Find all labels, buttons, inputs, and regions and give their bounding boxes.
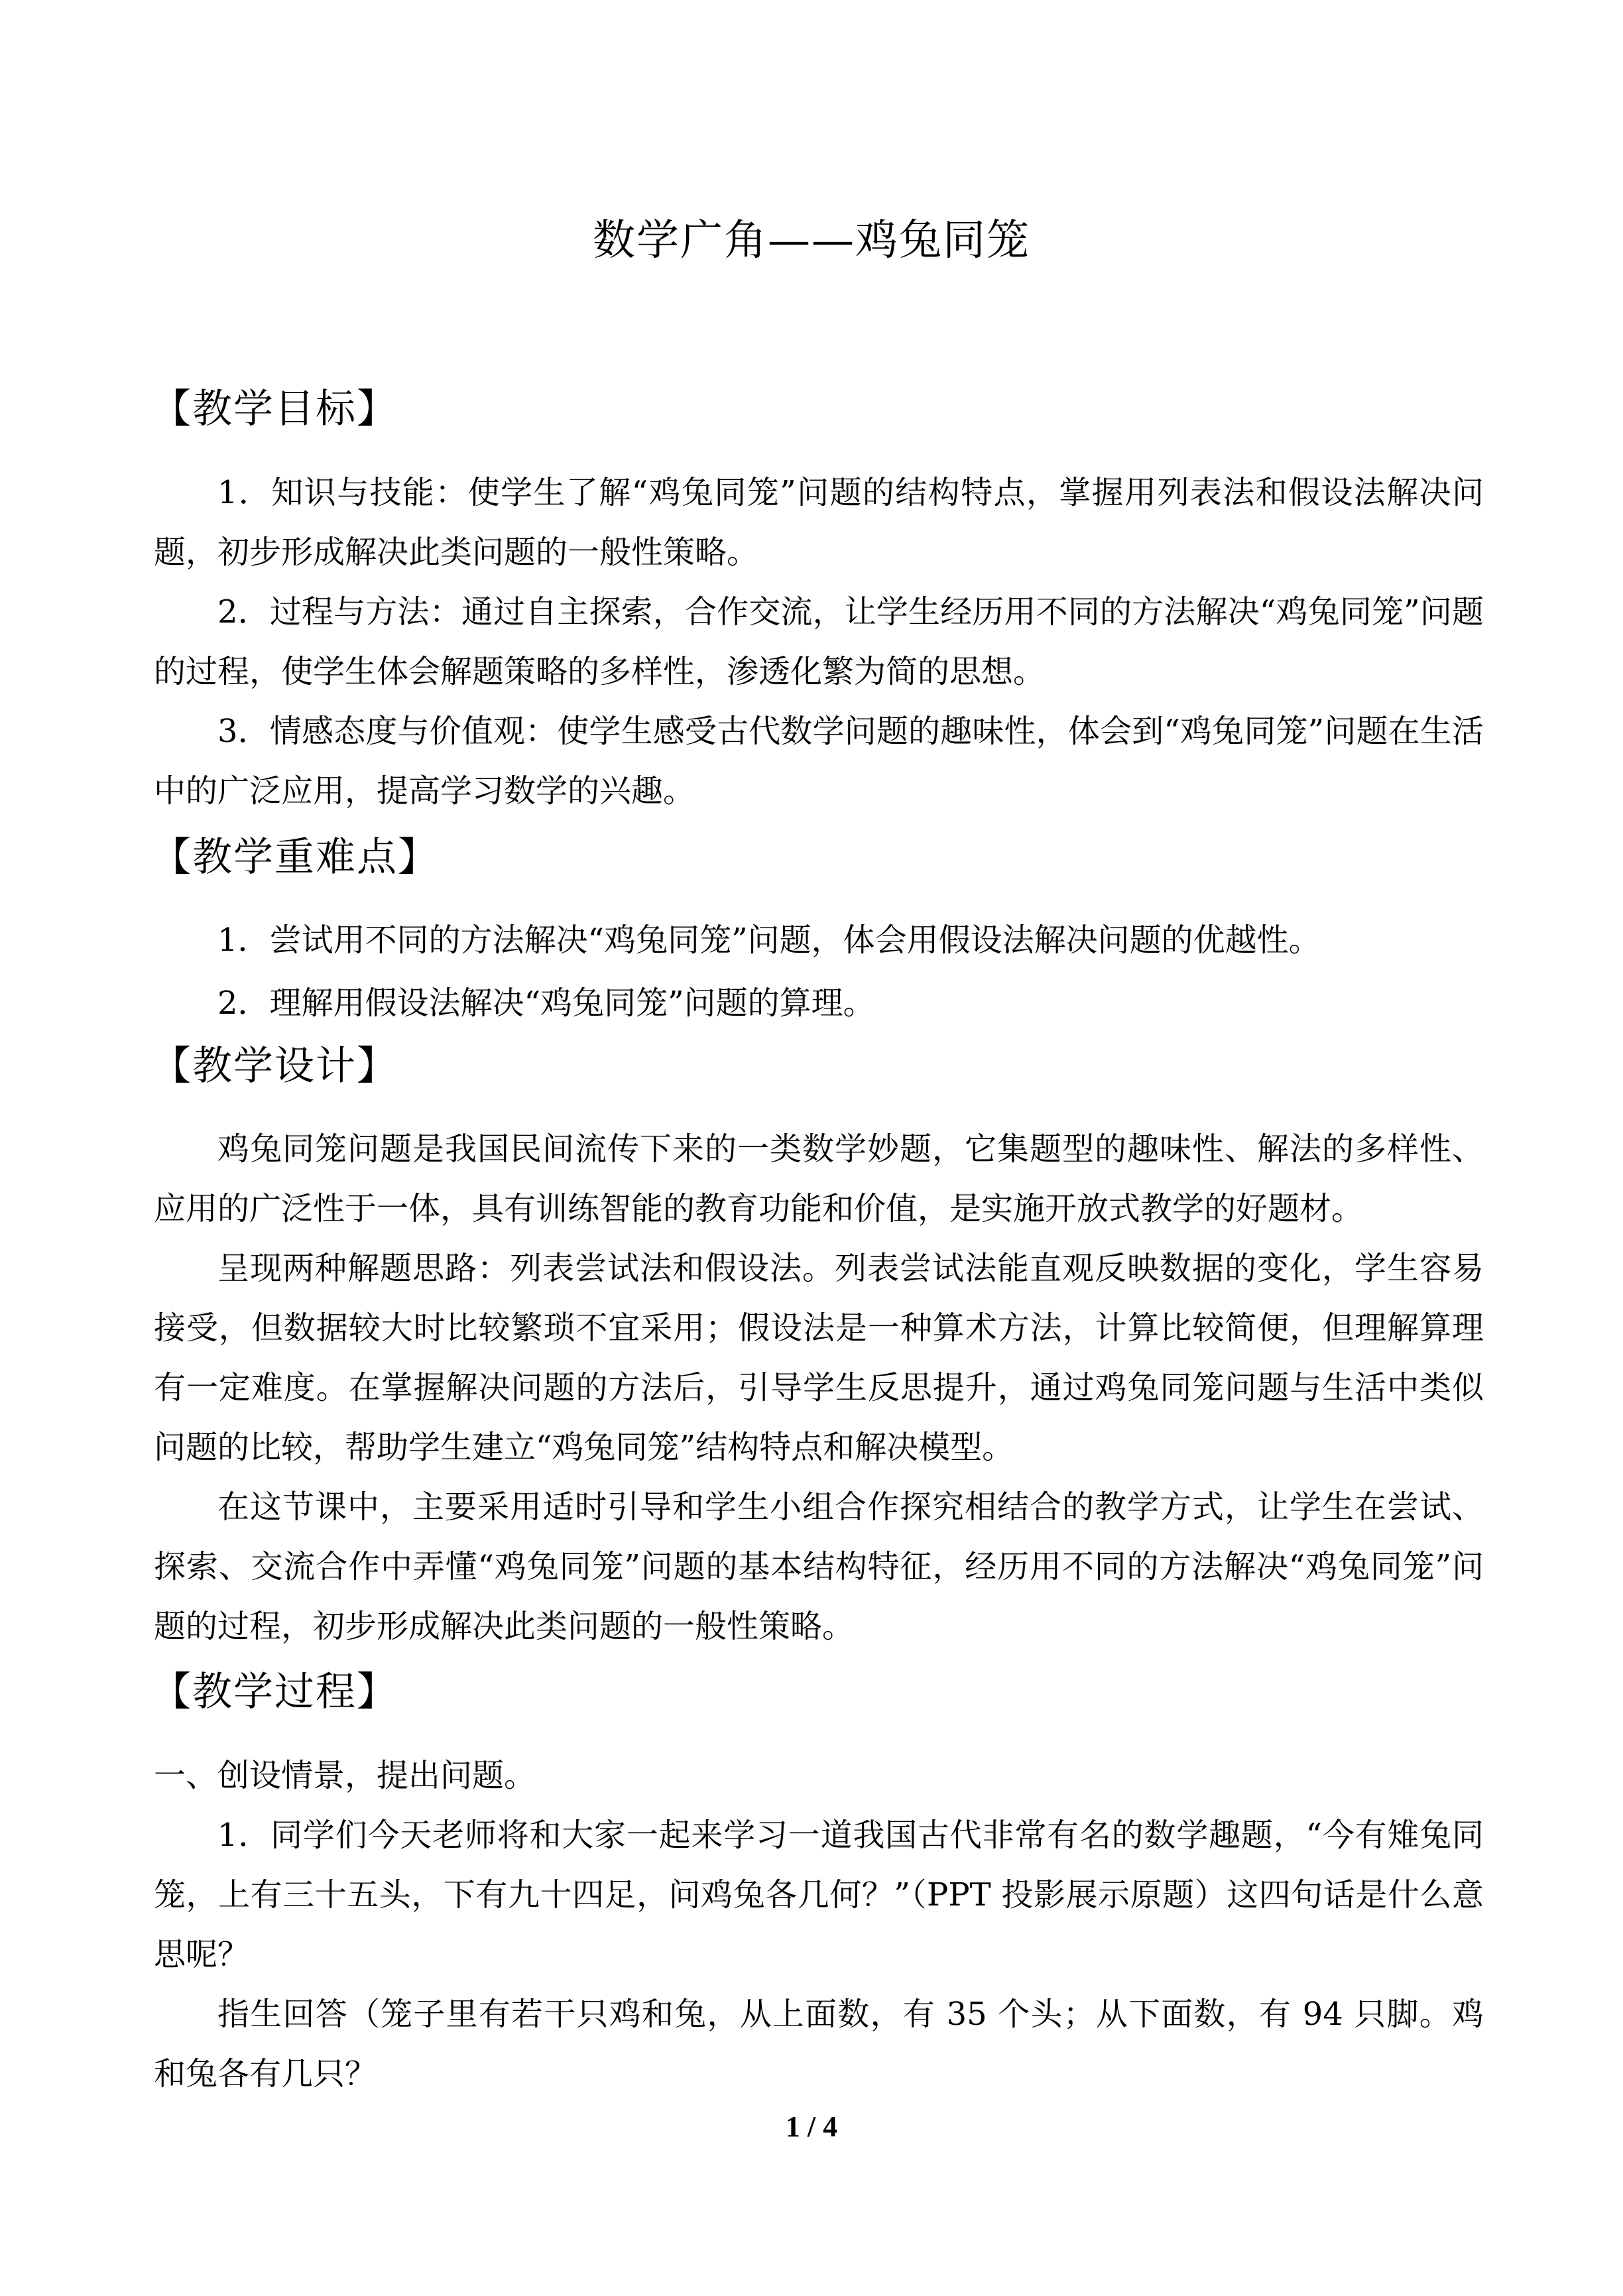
objective-item-3: 3．情感态度与价值观：使学生感受古代数学问题的趣味性，体会到“鸡兔同笼”问题在生活中的广泛应用，提高学习数学的兴趣。 [154, 713, 1484, 810]
heading-key-points: 【教学重难点】 [151, 834, 439, 880]
objective-item-1: 1．知识与技能：使学生了解“鸡兔同笼”问题的结构特点，掌握用列表法和假设法解决问题，初步形成解决此类问题的一般性策略。 [154, 474, 1484, 571]
process-paragraph-2: 指生回答（笼子里有若干只鸡和兔，从上面数，有 35 个头；从下面数，有 94 只脚。鸡和兔各有几只？ [154, 1996, 1484, 2092]
heading-design: 【教学设计】 [151, 1043, 398, 1089]
process-paragraph-1: 1．同学们今天老师将和大家一起来学习一道我国古代非常有名的数学趣题，“今有雉兔同笼，上有三十五头，下有九十四足，问鸡兔各几何？”（PPT 投影展示原题）这四句话是什么意思呢？ [154, 1817, 1484, 1973]
heading-process: 【教学过程】 [151, 1669, 398, 1715]
design-paragraph-1: 鸡兔同笼问题是我国民间流传下来的一类数学妙题，它集题型的趣味性、解法的多样性、应用的广泛性于一体，具有训练智能的教育功能和价值，是实施开放式教学的好题材。 [154, 1130, 1484, 1227]
design-paragraph-3: 在这节课中，主要采用适时引导和学生小组合作探究相结合的教学方式，让学生在尝试、探索、交流合作中弄懂“鸡兔同笼”问题的基本结构特征，经历用不同的方法解决“鸡兔同笼”问题的过程，初步形成解决此类问题的一般性策略。 [154, 1488, 1484, 1645]
design-paragraph-2: 呈现两种解题思路：列表尝试法和假设法。列表尝试法能直观反映数据的变化，学生容易接受，但数据较大时比较繁琐不宜采用；假设法是一种算术方法，计算比较简便，但理解算理有一定难度。在掌握解决问题的方法后，引导学生反思提升，通过鸡兔同笼问题与生活中类似问题的比较，帮助学生建立“鸡兔同笼”结构特点和解决模型。 [154, 1250, 1484, 1466]
process-step-1-title: 一、创设情景，提出问题。 [154, 1757, 536, 1794]
key-point-item-1: 1．尝试用不同的方法解决“鸡兔同笼”问题，体会用假设法解决问题的优越性。 [217, 922, 1321, 959]
page-title: 数学广角——鸡兔同笼 [593, 216, 1030, 265]
key-point-item-2: 2．理解用假设法解决“鸡兔同笼”问题的算理。 [217, 985, 875, 1022]
objective-item-2: 2．过程与方法：通过自主探索，合作交流，让学生经历用不同的方法解决“鸡兔同笼”问题的过程，使学生体会解题策略的多样性，渗透化繁为简的思想。 [154, 593, 1484, 690]
heading-objectives: 【教学目标】 [151, 386, 398, 432]
page-number: 1 / 4 [785, 2110, 838, 2143]
